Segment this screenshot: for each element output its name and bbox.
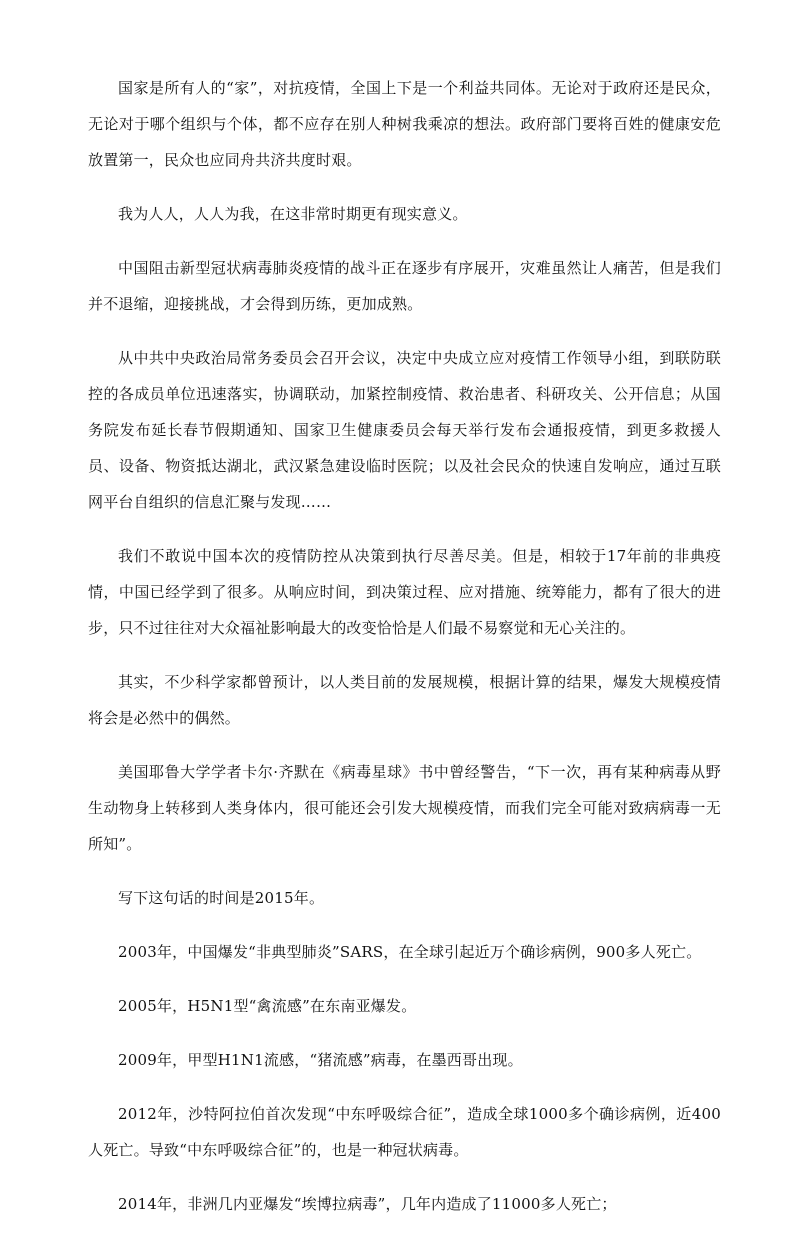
paragraph: 写下这句话的时间是2015年。 [118, 889, 325, 907]
paragraph: 国家是所有人的“家”，对抗疫情，全国上下是一个利益共同体。无论对于政府还是民众，无论对于哪个组织与个体，都不应存在别人种树我乘凉的想法。政府部门要将百姓的健康安危放置第一，民众也应同舟共济共度时艰。 [88, 79, 721, 169]
paragraph: 2014年，非洲几内亚爆发“埃博拉病毒”，几年内造成了11000多人死亡； [118, 1195, 617, 1213]
paragraph: 2009年，甲型H1N1流感，“猪流感”病毒，在墨西哥出现。 [118, 1051, 523, 1069]
document-body [88, 70, 721, 1240]
paragraph: 2005年，H5N1型“禽流感”在东南亚爆发。 [118, 997, 417, 1015]
paragraph: 我们不敢说中国本次的疫情防控从决策到执行尽善尽美。但是，相较于17年前的非典疫情，中国已经学到了很多。从响应时间，到决策过程、应对措施、统筹能力，都有了很大的进步，只不过往往对大众福祉影响最大的改变恰恰是人们最不易察觉和无心关注的。 [88, 547, 721, 637]
paragraph: 我为人人，人人为我，在这非常时期更有现实意义。 [118, 205, 468, 223]
paragraph: 美国耶鲁大学学者卡尔·齐默在《病毒星球》书中曾经警告，“下一次，再有某种病毒从野生动物身上转移到人类身体内，很可能还会引发大规模疫情，而我们完全可能对致病病毒一无所知”。 [88, 763, 721, 853]
paragraph: 2003年，中国爆发“非典型肺炎”SARS，在全球引起近万个确诊病例，900多人死亡。 [118, 943, 702, 961]
paragraph: 2012年，沙特阿拉伯首次发现“中东呼吸综合征”，造成全球1000多个确诊病例，近400人死亡。导致“中东呼吸综合征”的，也是一种冠状病毒。 [88, 1105, 721, 1159]
paragraph: 从中共中央政治局常务委员会召开会议，决定中央成立应对疫情工作领导小组，到联防联控的各成员单位迅速落实，协调联动，加紧控制疫情、救治患者、科研攻关、公开信息；从国务院发布延长春节假期通知、国家卫生健康委员会每天举行发布会通报疫情，到更多救援人员、设备、物资抵达湖北，武汉紧急建设临时医院；以及社会民众的快速自发响应，通过互联网平台自组织的信息汇聚与发现…… [88, 349, 721, 511]
paragraph: 其实，不少科学家都曾预计，以人类目前的发展规模，根据计算的结果，爆发大规模疫情将会是必然中的偶然。 [88, 673, 721, 727]
paragraph: 中国阻击新型冠状病毒肺炎疫情的战斗正在逐步有序展开，灾难虽然让人痛苦，但是我们并不退缩，迎接挑战，才会得到历练，更加成熟。 [88, 259, 721, 313]
